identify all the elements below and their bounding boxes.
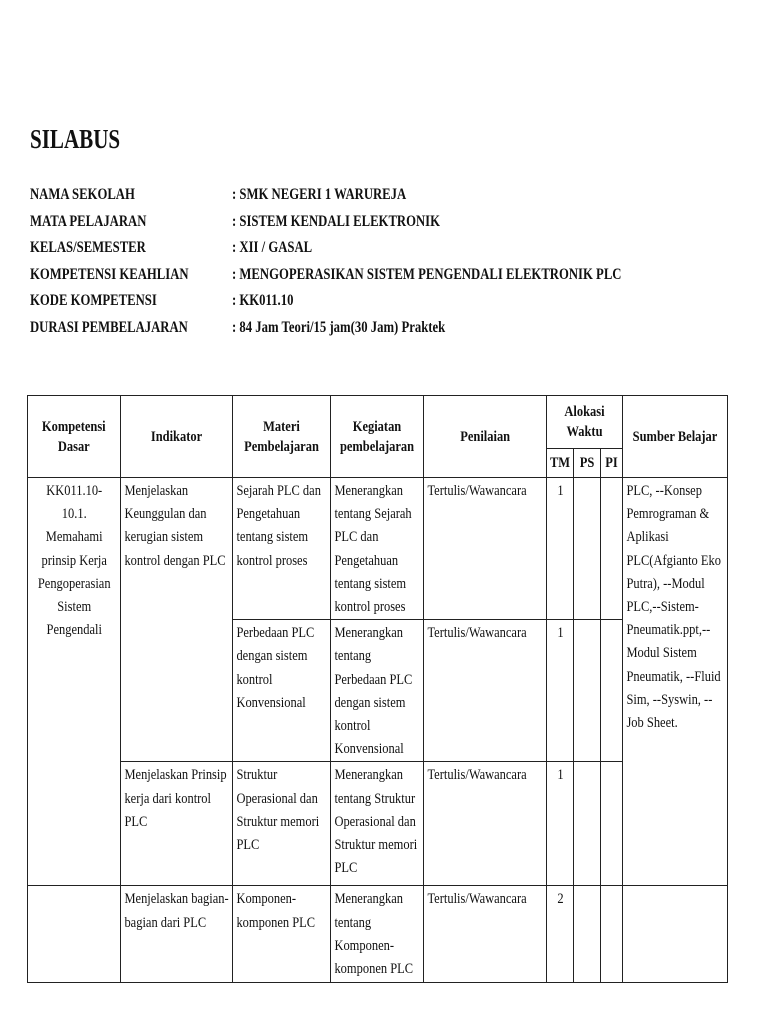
meta-row-kompetensi-keahlian [30, 266, 730, 293]
header-sumber-belajar: Sumber Belajar [622, 396, 727, 478]
header-penilaian: Penilaian [423, 396, 546, 478]
meta-label: DURASI PEMBELAJARAN [30, 318, 188, 336]
tm-cell: 1 [546, 620, 573, 762]
materi-cell: Struktur Operasional dan Struktur memori PLC [232, 762, 330, 886]
header-alokasi-waktu: Alokasi Waktu [546, 396, 622, 449]
meta-label: NAMA SEKOLAH [30, 186, 135, 203]
meta-row-kelas-semester [30, 239, 730, 266]
pi-cell [600, 620, 622, 762]
materi-cell: Sejarah PLC dan Pengetahuan tentang sistem kontrol proses [232, 478, 330, 620]
tm-cell: 2 [546, 886, 573, 983]
header-pi: PI [600, 449, 622, 478]
penilaian-cell: Tertulis/Wawancara [423, 620, 546, 762]
meta-value: : 84 Jam Teori/15 jam(30 Jam) Praktek [232, 318, 446, 336]
meta-label: MATA PELAJARAN [30, 212, 147, 230]
sumber-belajar-cell: PLC, --Konsep Pemrograman & Aplikasi PLC(Afgianto Eko Putra), --Modul PLC,--Sistem-Pneumatik.ppt,--Modul Sistem Pneumatik, --Fluid Sim, --Syswin, --Job Sheet. [622, 478, 727, 886]
kegiatan-cell: Menerangkan tentang Sejarah PLC dan Pengetahuan tentang sistem kontrol proses [330, 478, 423, 620]
table-row [28, 478, 728, 620]
meta-value: : SISTEM KENDALI ELEKTRONIK [232, 212, 440, 230]
header-indikator: Indikator [120, 396, 232, 478]
indikator-cell: Menjelaskan Prinsip kerja dari kontrol PLC [120, 762, 232, 886]
header-kegiatan: Kegiatan pembelajaran [330, 396, 423, 478]
kegiatan-cell: Menerangkan tentang Komponen-komponen PLC [330, 886, 423, 983]
meta-row-durasi [30, 319, 730, 346]
header-kompetensi-dasar: Kompetensi Dasar [28, 396, 121, 478]
kegiatan-cell: Menerangkan tentang Struktur Operasional dan Struktur memori PLC [330, 762, 423, 886]
meta-value: : MENGOPERASIKAN SISTEM PENGENDALI ELEKTRONIK PLC [232, 265, 622, 283]
kompetensi-dasar-cell: KK011.10-10.1. Memahami prinsip Kerja Pengoperasian Sistem Pengendali [28, 478, 121, 886]
meta-value: : SMK NEGERI 1 WARUREJA [232, 186, 407, 203]
kompetensi-dasar-cell-empty [28, 886, 121, 983]
tm-cell: 1 [546, 762, 573, 886]
meta-row-nama-sekolah [30, 186, 730, 213]
syllabus-metadata [30, 186, 730, 345]
tm-cell: 1 [546, 478, 573, 620]
meta-label: KOMPETENSI KEAHLIAN [30, 265, 189, 283]
header-materi: Materi Pembelajaran [232, 396, 330, 478]
kegiatan-cell: Menerangkan tentang Perbedaan PLC dengan sistem kontrol Konvensional [330, 620, 423, 762]
pi-cell [600, 478, 622, 620]
materi-cell: Perbedaan PLC dengan sistem kontrol Konvensional [232, 620, 330, 762]
document-title: SILABUS [30, 124, 121, 154]
ps-cell [573, 620, 600, 762]
sumber-belajar-cell-empty [622, 886, 727, 983]
meta-label: KELAS/SEMESTER [30, 239, 146, 256]
pi-cell [600, 762, 622, 886]
ps-cell [573, 762, 600, 886]
ps-cell [573, 886, 600, 983]
meta-value: : KK011.10 [232, 292, 294, 309]
penilaian-cell: Tertulis/Wawancara [423, 886, 546, 983]
ps-cell [573, 478, 600, 620]
table-row [28, 886, 728, 983]
meta-row-mata-pelajaran [30, 213, 730, 240]
meta-label: KODE KOMPETENSI [30, 292, 157, 309]
indikator-cell: Menjelaskan Keunggulan dan kerugian sistem kontrol dengan PLC [120, 478, 232, 762]
pi-cell [600, 886, 622, 983]
meta-row-kode-kompetensi [30, 292, 730, 319]
indikator-cell: Menjelaskan bagian-bagian dari PLC [120, 886, 232, 983]
header-ps: PS [573, 449, 600, 478]
meta-value: : XII / GASAL [232, 239, 313, 256]
header-tm: TM [546, 449, 573, 478]
penilaian-cell: Tertulis/Wawancara [423, 478, 546, 620]
syllabus-table [27, 395, 728, 983]
penilaian-cell: Tertulis/Wawancara [423, 762, 546, 886]
materi-cell: Komponen-komponen PLC [232, 886, 330, 983]
